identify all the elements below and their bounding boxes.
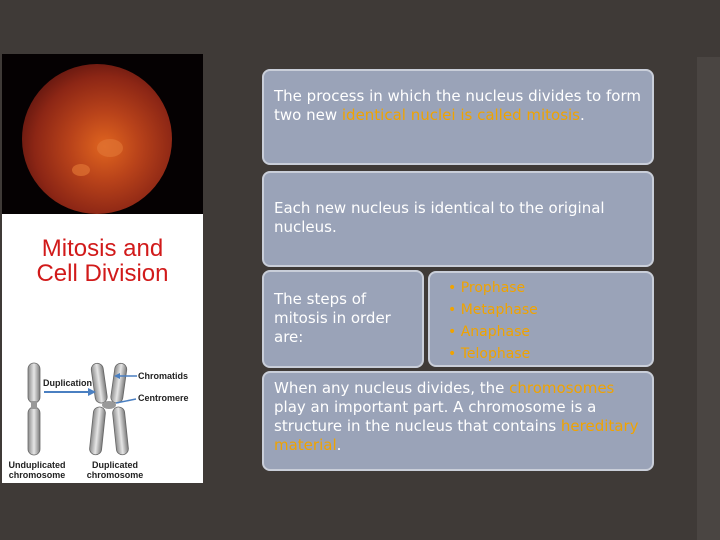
label-unduplicated-line-1: Unduplicated — [8, 460, 66, 470]
step-item: • Prophase — [448, 280, 526, 296]
slide-title-line-2: Cell Division — [36, 260, 169, 287]
step-label: Telophase — [460, 346, 531, 362]
chromosome-info-text: When any nucleus divides, the — [274, 379, 510, 397]
steps-intro-text: The steps of mitosis in order are: — [274, 290, 391, 346]
unduplicated-chromosome-shape — [28, 363, 40, 455]
identical-nucleus-box — [262, 171, 654, 267]
steps-list-box — [428, 271, 654, 367]
step-item: • Telophase — [448, 346, 531, 362]
steps-intro-box — [262, 270, 424, 368]
definition-highlight: identical nuclei is called mitosis — [341, 106, 580, 124]
cell-highlight-spot — [97, 139, 123, 157]
slide-title — [2, 236, 203, 286]
step-label: Anaphase — [460, 324, 530, 340]
label-unduplicated-line-2: chromosome — [8, 470, 66, 480]
step-item: • Anaphase — [448, 324, 530, 340]
definition-text: The process in which the nucleus divides to form two new — [274, 87, 641, 124]
chromosome-info-text-end: . — [336, 436, 342, 454]
right-edge-strip — [697, 57, 720, 540]
cell-disk — [22, 64, 172, 214]
definition-text-end: . — [580, 106, 585, 124]
label-duplicated-line-2: chromosome — [86, 470, 144, 480]
label-duplication: Duplication — [43, 378, 92, 388]
label-centromere: Centromere — [138, 393, 189, 403]
step-label: Metaphase — [460, 302, 538, 318]
label-duplicated-chromosome — [80, 460, 150, 480]
cell-highlight-spot — [72, 164, 90, 176]
slide-title-line-1: Mitosis and — [41, 235, 164, 262]
cell-micrograph-image — [2, 54, 203, 214]
chromosomes-highlight: chromosomes — [509, 379, 615, 397]
definition-box — [262, 69, 654, 165]
chromosome-info-box — [262, 371, 654, 471]
step-label: Prophase — [460, 280, 526, 296]
left-image-panel — [2, 54, 203, 483]
step-item: • Metaphase — [448, 302, 538, 318]
chromosome-diagram — [2, 359, 203, 483]
hereditary-material-highlight: hereditary material — [274, 417, 639, 454]
identical-nucleus-text: Each new nucleus is identical to the original nucleus. — [274, 199, 605, 236]
chromosome-info-text-mid: play an important part. A chromosome is a structure in the nucleus that contains — [274, 398, 597, 435]
label-duplicated-line-1: Duplicated — [91, 460, 138, 470]
label-chromatids: Chromatids — [138, 371, 189, 381]
label-unduplicated-chromosome — [2, 460, 72, 480]
mitosis-steps-list — [448, 277, 642, 365]
